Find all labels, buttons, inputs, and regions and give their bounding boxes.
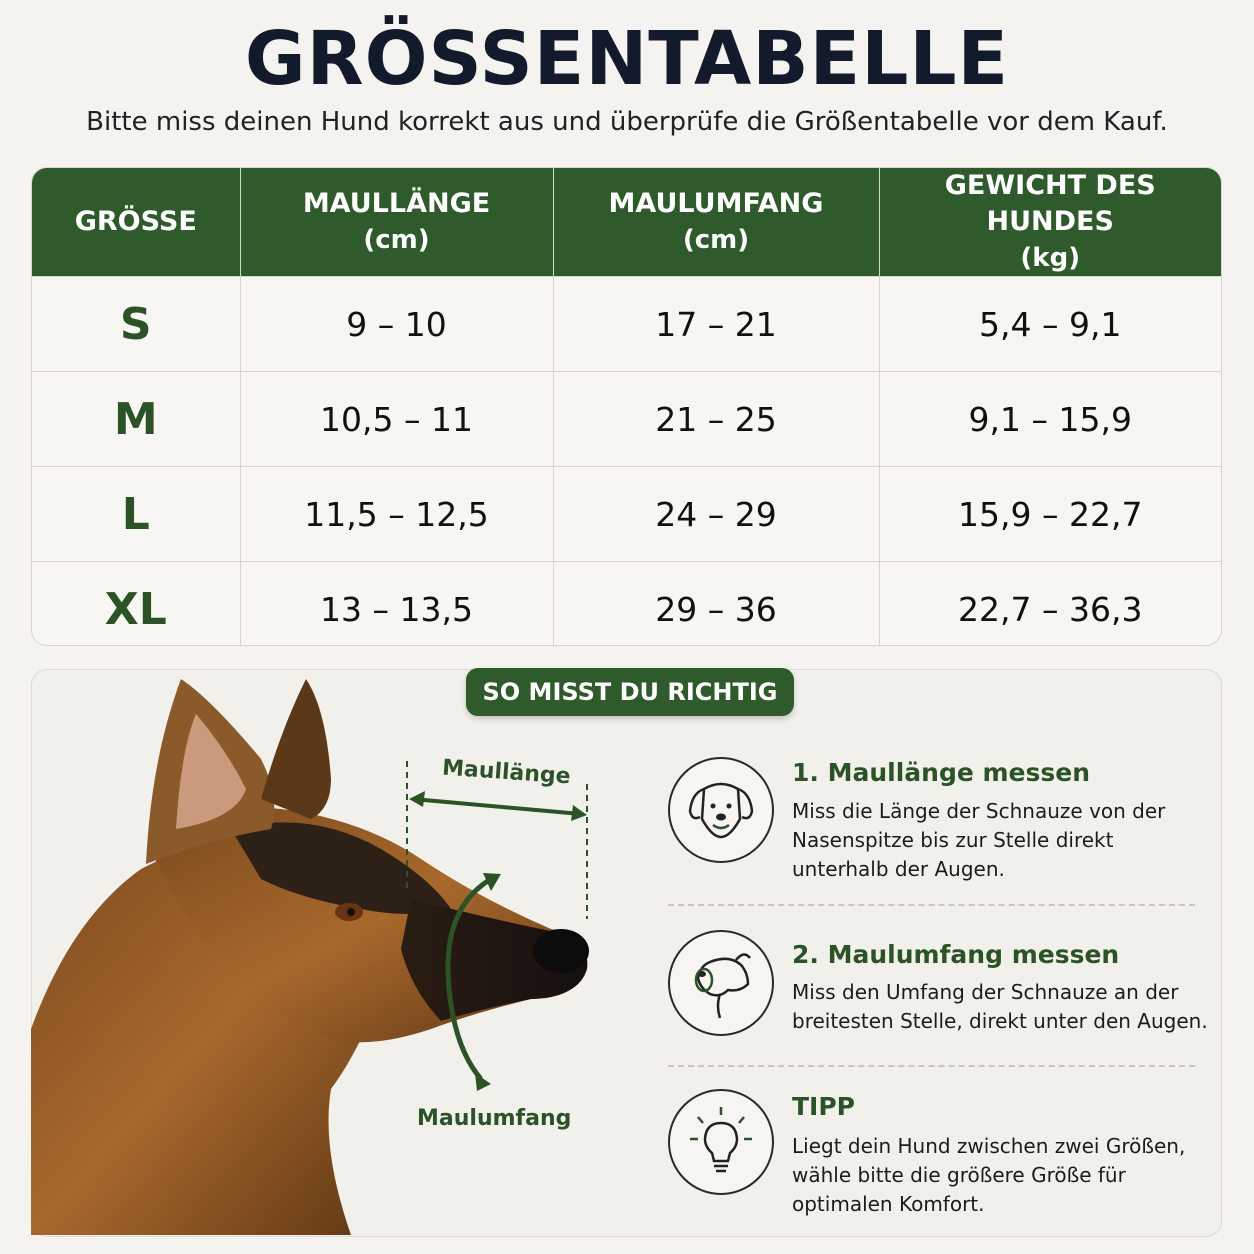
size-cell: M <box>32 372 240 467</box>
page-title: GRÖSSENTABELLE <box>244 16 1010 102</box>
length-cell: 13 – 13,5 <box>240 562 553 647</box>
weight-cell: 5,4 – 9,1 <box>879 277 1221 372</box>
length-cell: 10,5 – 11 <box>240 372 553 467</box>
guide-badge: SO MISST DU RICHTIG <box>466 668 794 716</box>
weight-cell: 15,9 – 22,7 <box>879 467 1221 562</box>
header-length: MAULLÄNGE (cm) <box>240 168 553 277</box>
step-1-text: Miss die Länge der Schnauze von der Nasenspitze bis zur Stelle direkt unterhalb der Augen. <box>792 799 1166 881</box>
step-2-text: Miss den Umfang der Schnauze an der breitesten Stelle, direkt unter den Augen. <box>792 980 1208 1033</box>
circumference-cell: 24 – 29 <box>553 467 879 562</box>
german-shepherd-image <box>31 669 631 1235</box>
weight-cell: 9,1 – 15,9 <box>879 372 1221 467</box>
size-cell: XL <box>32 562 240 647</box>
step-1-title: 1. Maullänge messen <box>792 758 1091 787</box>
page-subtitle: Bitte miss deinen Hund korrekt aus und überprüfe die Größentabelle vor dem Kauf. <box>86 107 1168 137</box>
tip-title: TIPP <box>792 1092 856 1121</box>
divider <box>668 1065 1195 1067</box>
length-label: Maullänge <box>441 755 572 790</box>
header-size: GRÖSSE <box>32 168 240 277</box>
size-cell: S <box>32 277 240 372</box>
header-circumference: MAULUMFANG (cm) <box>553 168 879 277</box>
table-header-row <box>32 168 1221 277</box>
step-2-title: 2. Maulumfang messen <box>792 940 1120 969</box>
dog-profile-icon <box>668 930 774 1036</box>
dog-face-icon <box>668 757 774 863</box>
table-row <box>32 467 1221 562</box>
circumference-cell: 17 – 21 <box>553 277 879 372</box>
circumference-label: Maulumfang <box>417 1106 572 1131</box>
table-row <box>32 277 1221 372</box>
tip-text: Liegt dein Hund zwischen zwei Größen, wähle bitte die größere Größe für optimalen Komfort. <box>792 1134 1186 1216</box>
size-table <box>31 167 1222 646</box>
table-row <box>32 372 1221 467</box>
circumference-cell: 21 – 25 <box>553 372 879 467</box>
size-cell: L <box>32 467 240 562</box>
lightbulb-icon <box>668 1089 774 1195</box>
divider <box>668 904 1195 906</box>
length-cell: 9 – 10 <box>240 277 553 372</box>
table-row <box>32 562 1221 647</box>
header-weight: GEWICHT DES HUNDES (kg) <box>879 168 1221 277</box>
circumference-cell: 29 – 36 <box>553 562 879 647</box>
length-cell: 11,5 – 12,5 <box>240 467 553 562</box>
weight-cell: 22,7 – 36,3 <box>879 562 1221 647</box>
